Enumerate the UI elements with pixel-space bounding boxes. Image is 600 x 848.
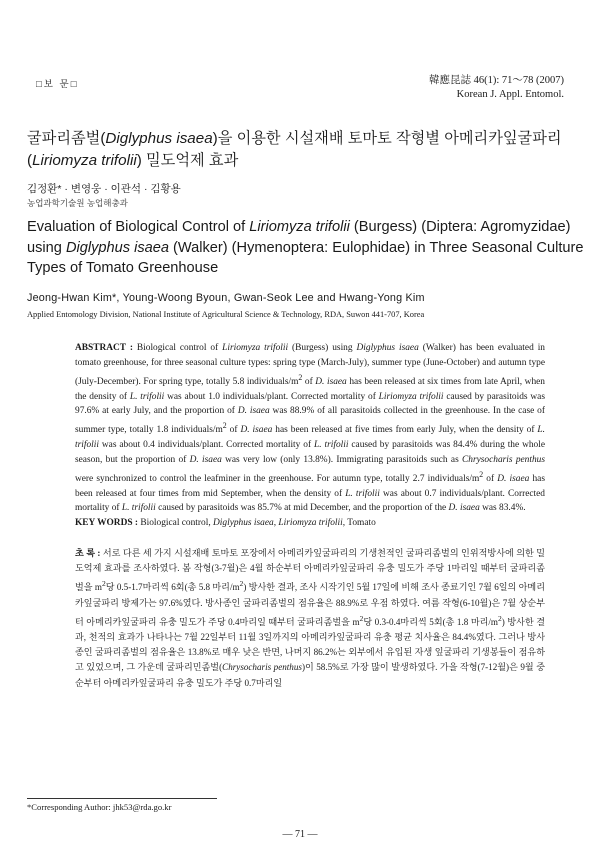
korean-abstract-label: 초 록 : [75,548,101,558]
section-label: □보 문□ [36,79,79,90]
korean-affiliation: 농업과학기술원 농업해충과 [27,198,128,208]
keywords: KEY WORDS : Biological control, Diglyphus isaea, Liriomyza trifolii, Tomato [75,518,376,528]
korean-authors: 김정환* · 변영웅 · 이관석 · 김황용 [27,183,181,195]
journal-citation: 韓應昆誌 46(1): 71～78 (2007) [428,75,564,86]
english-authors: Jeong-Hwan Kim*, Young-Woong Byoun, Gwan-Seok Lee and Hwang-Yong Kim [27,292,425,304]
abstract: ABSTRACT : Biological control of Liriomyza trifolii (Burgess) using Diglyphus isaea (Walker) has been evaluated in tomato greenhouse, for three seasonal culture types: spring type (March-July), summer type (June-October) and autumn type (July-December). For spring type, totally 5.8 individuals/$m^2$ of D. isaea has been released at six times from late April, when the density of L. trifolii was about 1.0 individuals/plant. Corrected mortality of Liriomyza trifolii caused by parasitoids was 97.6% at early July, and the proportion of D. isaea was 88.9% of all parasitoids collected in the greenhouse. In the case of summer type, totally 1.8 individuals/$m^2$ of D. isaea has been released at five times from early July, when the density of L. trifolii was about 0.4 individuals/plant. Corrected mortality of L. trifolii caused by parasitoids was 84.4% during the whole season, but the proportion of D. isaea was very low (only 13.8%). Immigrating parasitoids such as Chrysocharis penthus were synchronized to control the leafminer in the greenhouse. For autumn type, totally 2.7 individuals/$m^2$ of D. isaea has been released at four times from mid September, when the density of L. trifolii was about 0.7 individuals/plant. Corrected mortality of L. trifolii caused by parasitoids was 85.7% at mid December, and the proportion of the D. isaea was 83.4%. [75,343,545,514]
korean-abstract: 초 록 : 서로 다른 세 가지 시설재배 토마토 포장에서 아메리카잎굴파리의 기생천적인 굴파리좀벌의 인위적방사에 의한 밀도억제 효과를 조사하였다. 봄 작형(3-7월)은 4월 하순부터 아메리카잎굴파리 유충 밀도가 주당 1마리일 때부터 굴파리좀벌을 $m^2$당 0.5-1.7마리씩 6회(총 5.8 마리$/m^2$) 방사한 결과, 조사 시작기인 5월 17일에 비해 조사 종료기인 7월 6일의 아메리카잎굴파리 방제가는 97.6%였다. 방사종인 굴파리좀벌의 점유율은 88.9%로 우점 하였다. 여름 작형(6-10월)은 7월 상순부터 아메리카잎굴파리 유충 밀도가 주당 0.4마리일 때부터 굴파리좀벌을 $m^2$당 0.3-0.4마리씩 5회(총 1.8 마리$/m^2$) 방사한 결과, 천적의 효과가 나타나는 7월 22일부터 11월 3일까지의 아메리카잎굴파리 유충 평균 치사율은 84.4%였다. 그러나 방사종인 굴파리좀벌의 점유율은 13.8%로 매우 낮은 반면, 나머지 86.2%는 외부에서 유입된 자생 잎굴파리 기생봉들이 점유하고 있었으며, 그 가운데 굴파리민좀벌(Chrysocharis penthus)이 58.5%로 가장 많이 발생하였다. 가을 작형(7-12월)은 9월 중순부터 아메리카잎굴파리 유충 밀도가 주당 0.7마리일 [75,548,545,688]
abstract-label: ABSTRACT : [75,343,133,353]
page-number: — 71 — [282,829,318,840]
footnote-divider [27,798,217,799]
journal-name: Korean J. Appl. Entomol. [456,89,564,100]
journal-reference [429,74,564,102]
english-title: Evaluation of Biological Control of Liriomyza trifolii (Burgess) (Diptera: Agromyzidae) using Diglyphus isaea (Walker) (Hymenoptera: Eulophidae) in Three Seasonal Culture Types of Tomato Greenhouse [27,219,584,276]
english-affiliation: Applied Entomology Division, National Institute of Agricultural Science & Technology, RDA, Suwon 441-707, Korea [27,310,425,319]
korean-title: 굴파리좀벌(Diglyphus isaea)을 이용한 시설재배 토마토 작형별 아메리카잎굴파리 (Liriomyza trifolii) 밀도억제 효과 [27,130,562,169]
keywords-label: KEY WORDS : [75,518,139,528]
corresponding-author-footnote: *Corresponding Author: jhk53@rda.go.kr [27,802,172,812]
